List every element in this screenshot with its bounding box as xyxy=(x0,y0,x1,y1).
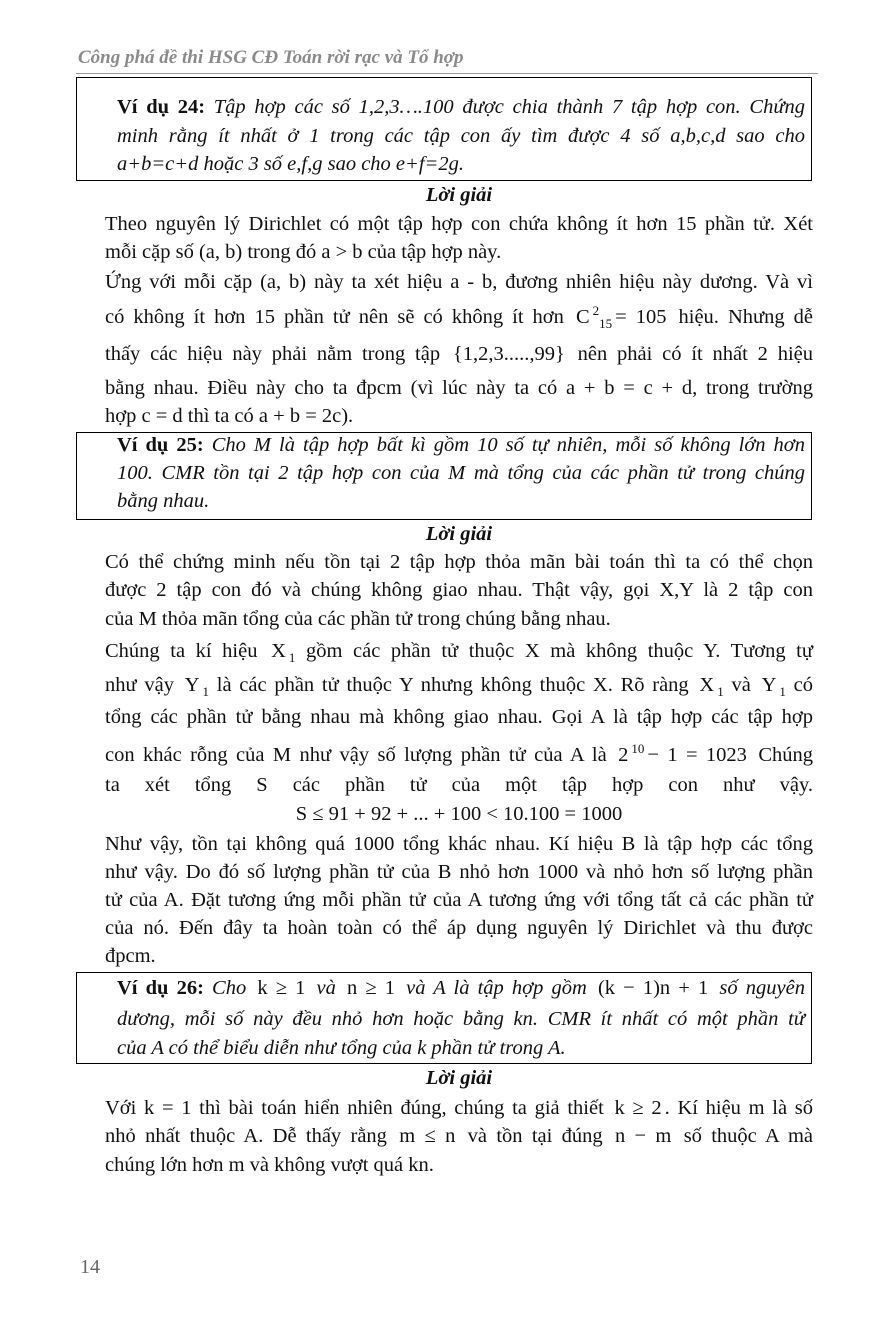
text-run: gồm các phần tử thuộc X mà không thuộc Y. Tương tự xyxy=(295,640,813,662)
text-run: tổng các phần tử bằng nhau mà không giao nhau. Gọi A là tập hợp các tập hợp xyxy=(105,706,813,728)
text-run: số thuộc A mà xyxy=(674,1125,814,1147)
example-25-line xyxy=(117,431,805,459)
text-run: nhỏ nhất thuộc A. Dễ thấy rằng xyxy=(105,1125,397,1147)
text-run: a+b=c+d hoặc 3 số e,f,g sao cho e+f=2g. xyxy=(117,153,465,175)
text-run: có xyxy=(785,674,813,696)
text-run: và xyxy=(308,977,344,999)
text-run: 100. CMR tồn tại 2 tập hợp con của M mà tổng của các phần tử trong chúng xyxy=(117,462,805,484)
text-run: của M thỏa mãn tổng của các phần tử trong chúng bằng nhau. xyxy=(105,608,611,630)
text-run: số nguyên xyxy=(711,977,805,999)
math-expression: {1,2,3.....,99} xyxy=(452,343,565,365)
math-expression: k ≥ 1 xyxy=(257,977,306,999)
text-run: được 2 tập con đó và chúng không giao nhau. Thật vậy, gọi X,Y là 2 tập con xyxy=(105,579,813,601)
text-run: Như vậy, tồn tại không quá 1000 tổng khác nhau. Kí hiệu B là tập hợp các tổng xyxy=(105,833,813,855)
text-run: Ứng với mỗi cặp (a, b) này ta xét hiệu a - b, đương nhiên hiệu này dương. Và vì xyxy=(105,271,813,293)
text-run: đpcm. xyxy=(105,945,156,967)
math-expression: (k − 1)n + 1 xyxy=(597,977,709,999)
math-expression: S ≤ 91 + 92 + ... + 100 < 10.100 = 1000 xyxy=(295,803,623,825)
solution-25-line xyxy=(105,576,813,604)
math-expression: X xyxy=(271,640,286,662)
example-label: Ví dụ 25: xyxy=(117,434,212,456)
math-expression: 1 xyxy=(717,684,724,700)
text-run: và tồn tại đúng xyxy=(458,1125,612,1147)
solution-25-line xyxy=(105,741,813,769)
solution-24-line xyxy=(105,402,813,430)
text-run: minh rằng ít nhất ở 1 trong các tập con ấy tìm được 4 số a,b,c,d sao cho xyxy=(117,125,805,147)
example-label: Ví dụ 26: xyxy=(117,977,213,999)
text-run: hiệu. Nhưng dễ xyxy=(669,306,814,328)
text-run: và A là tập hợp gồm xyxy=(398,977,595,999)
text-run: có không ít hơn 15 phần tử nên sẽ có không ít hơn xyxy=(105,306,573,328)
text-run: thấy các hiệu này phải nằm trong tập xyxy=(105,343,450,365)
solution-25-line xyxy=(105,637,813,665)
math-expression: X xyxy=(699,674,715,696)
text-run: . Kí hiệu m là số xyxy=(664,1097,813,1119)
text-run: Chúng ta kí hiệu xyxy=(105,640,269,662)
text-run: mỗi cặp số (a, b) trong đó a > b của tập hợp này. xyxy=(105,241,502,263)
solution-25-line xyxy=(105,771,813,799)
text-run: là các phần tử thuộc Y nhưng không thuộc X. Rõ ràng xyxy=(209,674,697,696)
solution-25-line xyxy=(105,858,813,886)
text-run: bằng nhau. Điều này cho ta đpcm (vì lúc này ta có a + b = c + d, trong trường xyxy=(105,377,813,399)
math-expression: 1 xyxy=(779,684,786,700)
solution-25-line xyxy=(105,703,813,731)
text-run: Lời giải xyxy=(425,1067,493,1089)
solution-24-line xyxy=(105,238,813,266)
example-26-line xyxy=(117,1005,805,1033)
math-expression: 1 xyxy=(202,684,210,700)
solution-25-line xyxy=(105,605,813,633)
solution-25-line xyxy=(105,800,813,828)
text-run: hợp c = d thì ta có a + b = 2c). xyxy=(105,405,354,427)
math-expression: 2 xyxy=(592,303,600,319)
text-run: của A có thể biểu diễn như tổng của k phần tử trong A. xyxy=(117,1037,566,1059)
solution-heading-line xyxy=(105,520,813,548)
text-run: như vậy. Do đó số lượng phần tử của B nhỏ hơn 1000 và nhỏ hơn số lượng phần xyxy=(105,861,813,883)
solution-26-line xyxy=(105,1151,813,1179)
example-24-line xyxy=(117,150,805,178)
solution-heading-line xyxy=(105,1064,813,1092)
solution-25-line xyxy=(105,671,813,699)
solution-25-line xyxy=(105,914,813,942)
math-expression: Y xyxy=(761,674,777,696)
example-label: Ví dụ 24: xyxy=(117,96,214,118)
header-divider xyxy=(76,73,818,74)
math-expression: = 105 xyxy=(615,306,667,328)
math-expression: 15 xyxy=(599,316,613,332)
text-run: của nó. Đến đây ta hoàn toàn có thể áp dụng nguyên lý Dirichlet và thu được xyxy=(105,917,813,939)
text-run: chúng lớn hơn m và không vượt quá kn. xyxy=(105,1154,434,1176)
text-run: Tập hợp các số 1,2,3….100 được chia thành 7 tập hợp con. Chứng xyxy=(213,96,805,118)
solution-24-line xyxy=(105,303,813,331)
text-run: như vậy xyxy=(105,674,182,696)
solution-24-line xyxy=(105,268,813,296)
text-run: Với k = 1 thì bài toán hiển nhiên đúng, chúng ta giả thiết xyxy=(105,1097,612,1119)
text-run: Theo nguyên lý Dirichlet có một tập hợp con chứa không ít hơn 15 phần tử. Xét xyxy=(105,213,813,235)
solution-24-line xyxy=(105,340,813,368)
text-run: con khác rỗng của M như vậy số lượng phần tử của A là xyxy=(105,744,616,766)
example-25-line xyxy=(117,487,805,515)
text-run: ta xét tổng S các phần tử của một tập hợp con như vậy. xyxy=(105,774,813,796)
math-expression: Y xyxy=(184,674,200,696)
math-expression: n ≥ 1 xyxy=(346,977,395,999)
text-run: Lời giải xyxy=(425,523,493,545)
running-header: Công phá đề thi HSG CĐ Toán rời rạc và Tổ hợp xyxy=(78,47,464,68)
text-run: bằng nhau. xyxy=(117,490,210,512)
math-expression: 2 xyxy=(618,744,629,766)
solution-26-line xyxy=(105,1122,813,1150)
math-expression: − 1 = 1023 xyxy=(647,744,747,766)
solution-25-line xyxy=(105,548,813,576)
solution-25-line xyxy=(105,830,813,858)
math-expression: 10 xyxy=(631,741,645,757)
example-25-line xyxy=(117,459,805,487)
math-expression: m ≤ n xyxy=(399,1125,456,1147)
math-expression: C xyxy=(575,306,590,328)
page-number: 14 xyxy=(80,1256,100,1278)
solution-25-line xyxy=(105,942,813,970)
solution-24-line xyxy=(105,210,813,238)
text-run: Cho xyxy=(212,977,255,999)
example-24-line xyxy=(117,93,805,121)
text-run: dương, mỗi số này đều nhỏ hơn hoặc bằng kn. CMR ít nhất có một phần tử xyxy=(117,1008,805,1030)
math-expression: 1 xyxy=(288,650,296,666)
example-26-line xyxy=(117,1034,805,1062)
example-24-line xyxy=(117,122,805,150)
text-run: Cho M là tập hợp bất kì gồm 10 số tự nhiên, mỗi số không lớn hơn xyxy=(211,434,805,456)
text-run: nên phải có ít nhất 2 hiệu xyxy=(567,343,813,365)
example-26-line xyxy=(117,974,805,1002)
text-run: Lời giải xyxy=(425,184,493,206)
text-run: và xyxy=(723,674,759,696)
solution-25-line xyxy=(105,886,813,914)
text-run: tử của A. Đặt tương ứng mỗi phần tử của A tương ứng với tổng tất cả các phần tử xyxy=(105,889,813,911)
solution-24-line xyxy=(105,374,813,402)
text-run: Chúng xyxy=(749,744,813,766)
text-run: Có thể chứng minh nếu tồn tại 2 tập hợp thỏa mãn bài toán thì ta có thể chọn xyxy=(105,551,813,573)
solution-heading-line xyxy=(105,181,813,209)
math-expression: n − m xyxy=(614,1125,672,1147)
solution-26-line xyxy=(105,1094,813,1122)
math-expression: k ≥ 2 xyxy=(614,1097,662,1119)
